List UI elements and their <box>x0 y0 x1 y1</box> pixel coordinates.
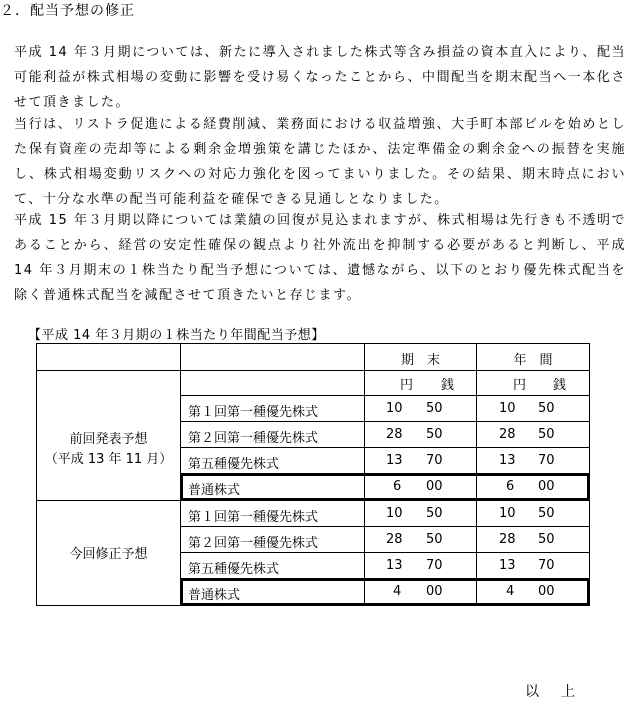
common-stock-highlight <box>180 473 590 501</box>
closing-mark: 以上 <box>525 684 597 700</box>
year-sen: 70 <box>538 453 555 468</box>
paragraph-1: 平成 14 年３月期については、新たに導入されました株式等含み損益の資本直入により、配当可能利益が株式相場の変動に影響を受け易くなったことから、中間配当を期末配当へ一本化させて頂きました。 <box>14 45 626 110</box>
end-sen: 00 <box>426 584 443 599</box>
group-label-previous: 前回発表予想 <box>69 432 148 447</box>
end-yen: 4 <box>393 584 402 599</box>
row-name: 第五種優先株式 <box>188 562 280 577</box>
dividend-forecast-table <box>36 343 590 606</box>
year-yen: 13 <box>499 453 516 468</box>
row-name: 普通株式 <box>188 588 241 603</box>
year-sen: 00 <box>538 479 555 494</box>
common-stock-highlight <box>180 578 590 606</box>
end-sen: 50 <box>426 401 443 416</box>
end-yen: 10 <box>386 506 403 521</box>
unit-yen: 円 <box>400 378 414 393</box>
year-sen: 70 <box>538 558 555 573</box>
year-yen: 10 <box>499 506 516 521</box>
end-sen: 50 <box>426 427 443 442</box>
header-period-end: 期 末 <box>400 353 440 368</box>
year-yen: 10 <box>499 401 516 416</box>
end-sen: 50 <box>426 532 443 547</box>
year-yen: 13 <box>499 558 516 573</box>
row-name: 第１回第一種優先株式 <box>188 405 319 420</box>
group-label-previous-date: （平成 13 年 11 月） <box>44 452 173 467</box>
end-yen: 28 <box>386 427 403 442</box>
group-label-revised: 今回修正予想 <box>69 547 148 562</box>
end-sen: 50 <box>426 506 443 521</box>
year-yen: 28 <box>499 427 516 442</box>
unit-yen: 円 <box>513 378 527 393</box>
end-yen: 10 <box>386 401 403 416</box>
end-yen: 28 <box>386 532 403 547</box>
end-yen: 13 <box>386 558 403 573</box>
paragraph-2: 当行は、リストラ促進による経費削減、業務面における収益増強、大手町本部ビルを始めとした保有資産の売却等による剰余金増強策を講じたほか、法定準備金の剰余金への振替を実施し、株式相場変動リスクへの対応力強化を図ってまいりました。その結果、期末時点において、十分な水準の配当可能利益を確保できる見通しとなりました。 <box>14 117 626 207</box>
table-caption: 【平成 14 年３月期の１株当たり年間配当予想】 <box>28 328 325 343</box>
paragraph-3: 平成 15 年３月期以降については業績の回復が見込まれますが、株式相場は先行きも不透明であることから、経営の安定性確保の観点より社外流出を抑制する必要があると判断し、平成 14 年３月期末の１株当たり配当予想については、遺憾ながら、以下のとおり優先株式配当を除く普通株式配当を減配させて頂きたいと存じます。 <box>14 213 626 303</box>
header-annual: 年 間 <box>513 353 553 368</box>
unit-sen: 銭 <box>553 378 567 393</box>
row-name: 第２回第一種優先株式 <box>188 431 319 446</box>
end-sen: 00 <box>426 479 443 494</box>
end-sen: 70 <box>426 558 443 573</box>
row-name: 第１回第一種優先株式 <box>188 510 319 525</box>
year-sen: 50 <box>538 506 555 521</box>
year-sen: 50 <box>538 401 555 416</box>
year-yen: 28 <box>499 532 516 547</box>
year-sen: 50 <box>538 427 555 442</box>
unit-sen: 銭 <box>441 378 455 393</box>
year-sen: 00 <box>538 584 555 599</box>
end-yen: 13 <box>386 453 403 468</box>
end-sen: 70 <box>426 453 443 468</box>
row-name: 第２回第一種優先株式 <box>188 536 319 551</box>
year-yen: 6 <box>506 479 515 494</box>
row-name: 第五種優先株式 <box>188 457 280 472</box>
row-name: 普通株式 <box>188 483 241 498</box>
section-heading: ２．配当予想の修正 <box>0 3 135 19</box>
year-yen: 4 <box>506 584 515 599</box>
year-sen: 50 <box>538 532 555 547</box>
end-yen: 6 <box>393 479 402 494</box>
